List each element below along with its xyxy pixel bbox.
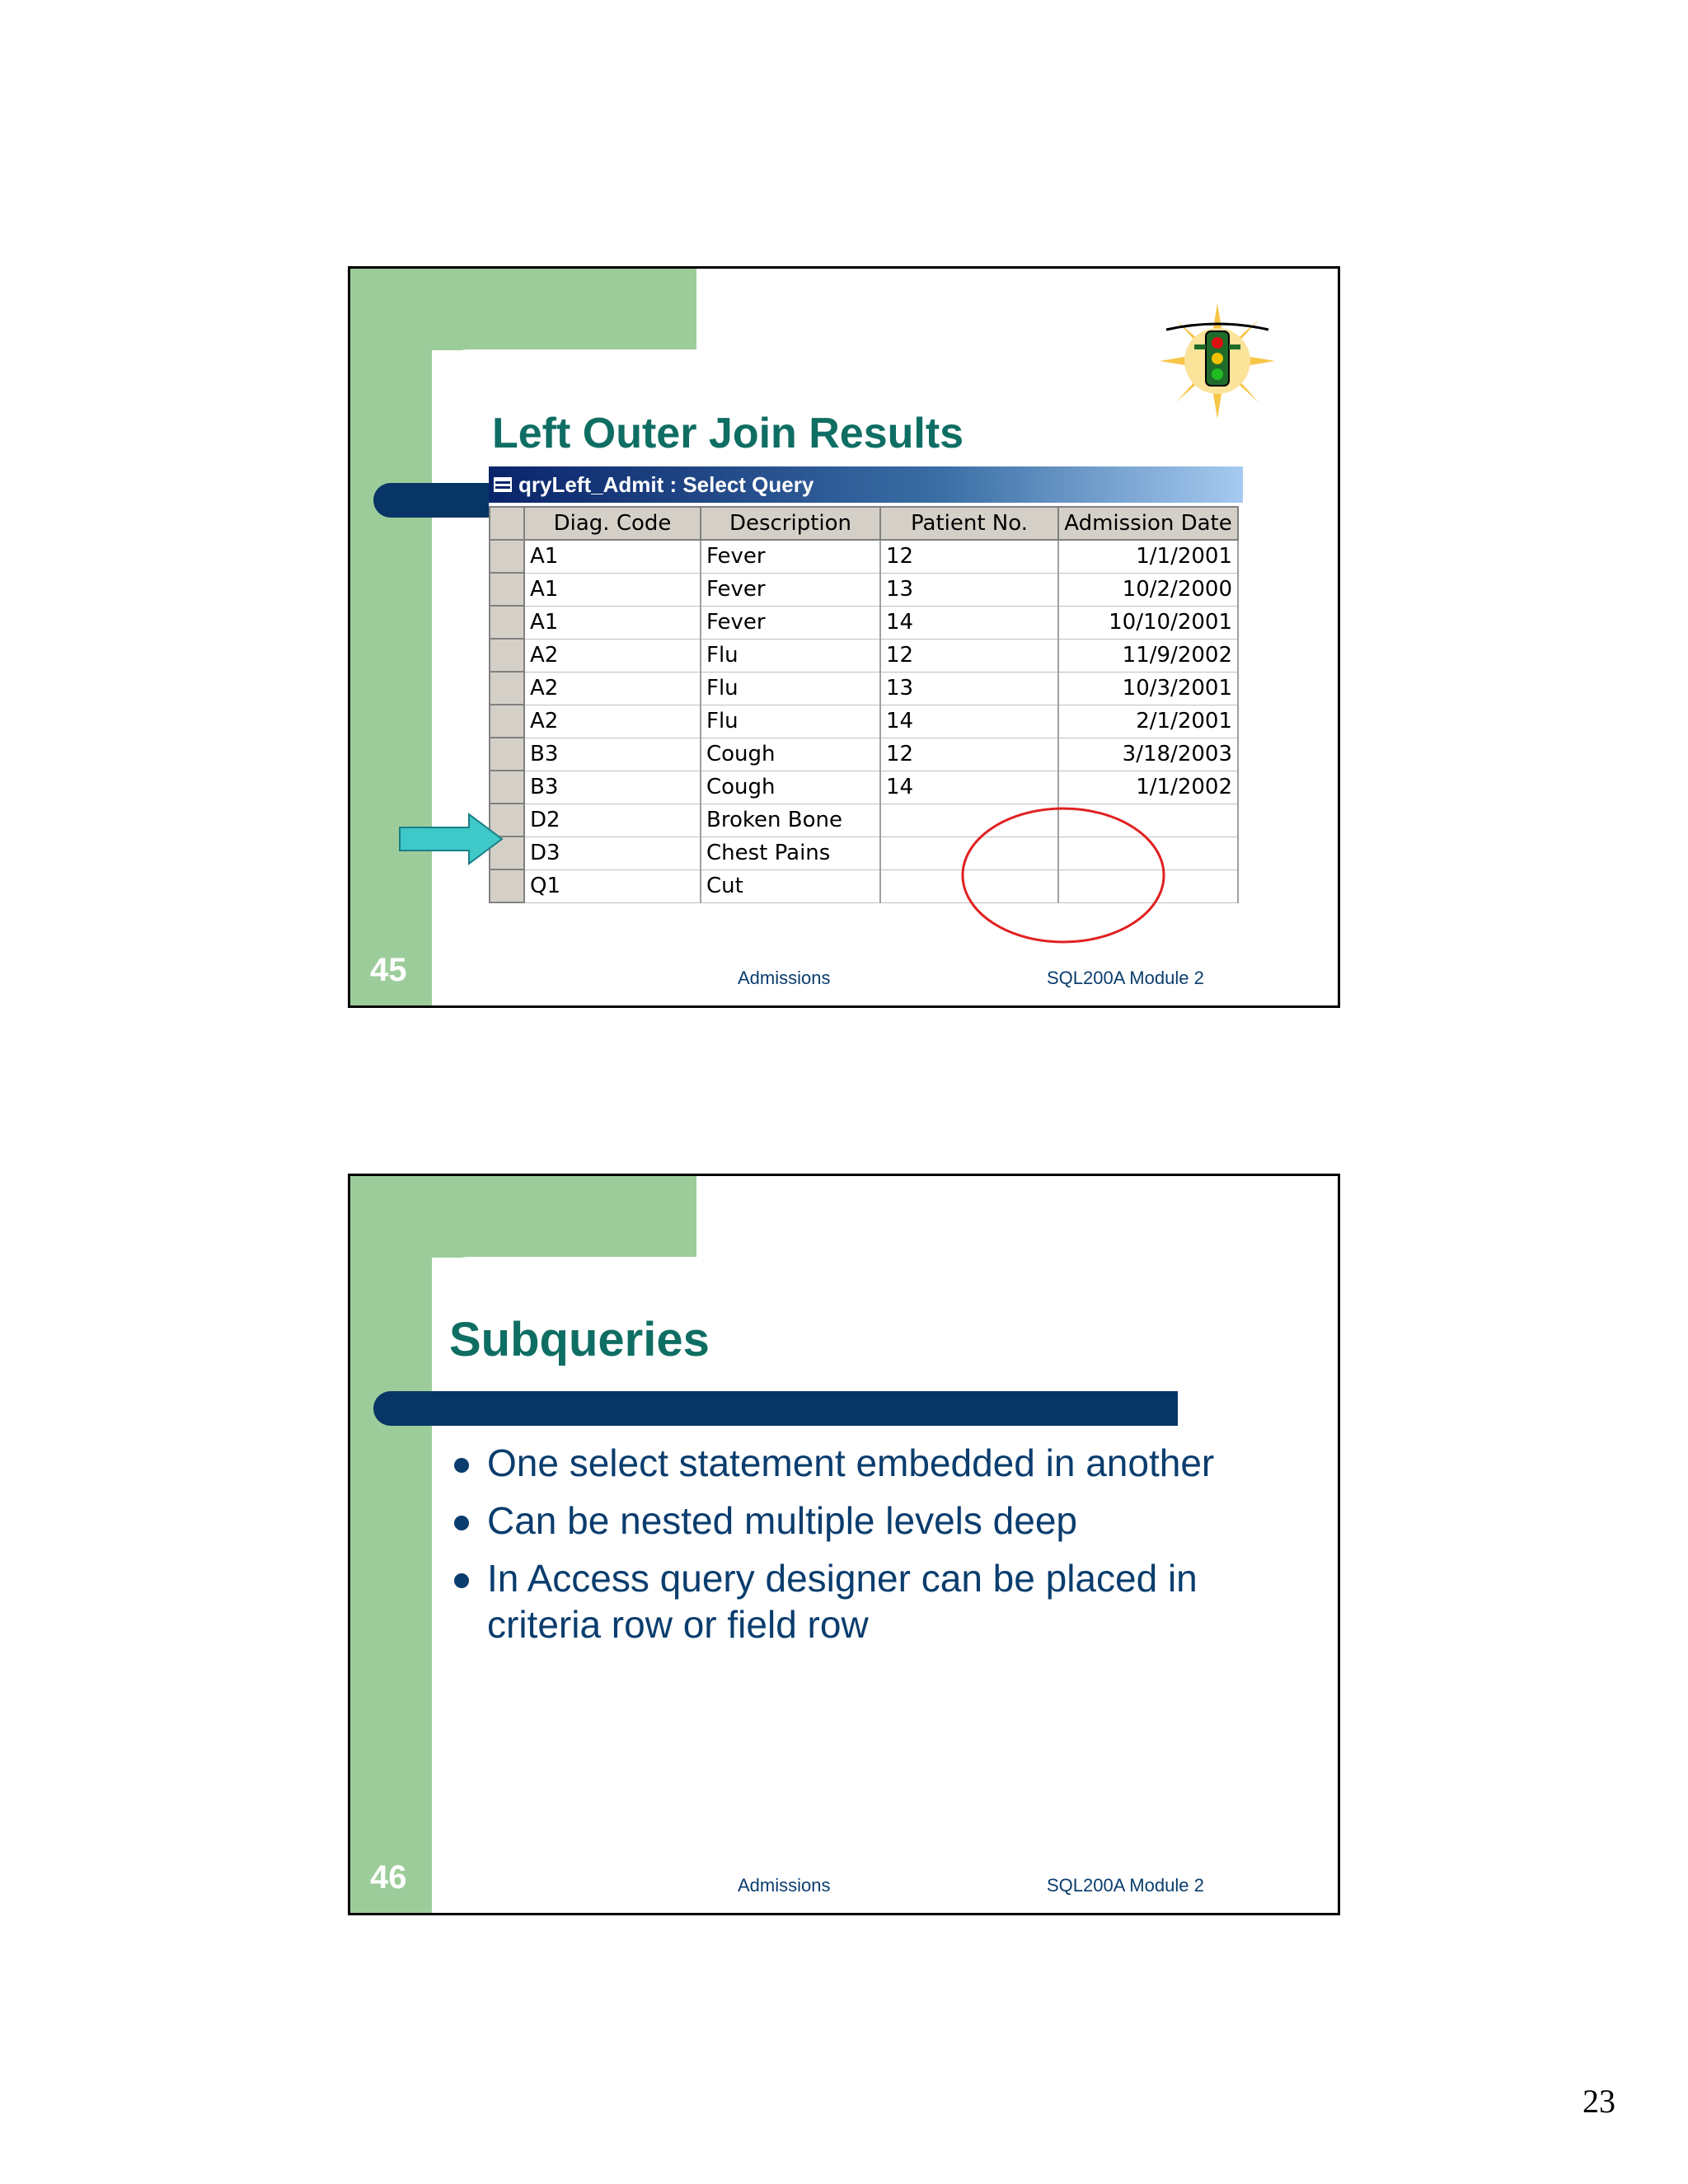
description-cell[interactable]: Broken Bone (701, 804, 880, 837)
admission-date-cell[interactable]: 10/3/2001 (1058, 672, 1238, 705)
table-row[interactable] (490, 606, 1238, 639)
highlight-circle (960, 806, 1166, 944)
description-cell[interactable]: Fever (701, 573, 880, 606)
description-cell[interactable]: Flu (701, 705, 880, 738)
table-row[interactable] (490, 573, 1238, 606)
row-selector[interactable] (490, 573, 524, 606)
diag-code-cell[interactable]: D2 (524, 804, 701, 837)
footer-right: SQL200A Module 2 (1047, 1875, 1204, 1896)
page-number: 23 (1582, 2083, 1615, 2120)
slide-number: 46 (370, 1859, 407, 1896)
admission-date-cell[interactable]: 10/10/2001 (1058, 606, 1238, 639)
slide-title: Left Outer Join Results (492, 410, 964, 457)
bullet-dot-icon (454, 1573, 469, 1588)
row-selector[interactable] (490, 738, 524, 771)
table-row[interactable] (490, 738, 1238, 771)
diag-code-cell[interactable]: Q1 (524, 869, 701, 902)
slide-46 (348, 1174, 1340, 1915)
patient-no-cell[interactable]: 12 (880, 639, 1058, 672)
diag-code-cell[interactable]: A1 (524, 540, 701, 573)
table-row[interactable] (490, 771, 1238, 804)
bullet-dot-icon (454, 1458, 469, 1473)
description-cell[interactable]: Cough (701, 738, 880, 771)
admission-date-cell[interactable]: 1/1/2002 (1058, 771, 1238, 804)
patient-no-cell[interactable]: 12 (880, 540, 1058, 573)
table-row[interactable] (490, 540, 1238, 573)
row-selector[interactable] (490, 606, 524, 639)
title-underline-bar (373, 483, 497, 518)
diag-code-cell[interactable]: B3 (524, 738, 701, 771)
patient-no-cell[interactable]: 12 (880, 738, 1058, 771)
diag-code-cell[interactable]: A1 (524, 573, 701, 606)
bullet-item: One select statement embedded in another (449, 1440, 1229, 1486)
diag-code-cell[interactable]: D3 (524, 837, 701, 869)
table-row[interactable] (490, 672, 1238, 705)
row-selector[interactable] (490, 705, 524, 738)
green-side-bar (350, 1176, 432, 1913)
diag-code-cell[interactable]: A2 (524, 639, 701, 672)
select-all-cell[interactable] (490, 507, 524, 540)
description-cell[interactable]: Flu (701, 672, 880, 705)
description-cell[interactable]: Cough (701, 771, 880, 804)
row-selector[interactable] (490, 771, 524, 804)
column-header-description[interactable]: Description (701, 507, 880, 540)
admission-date-cell[interactable]: 1/1/2001 (1058, 540, 1238, 573)
row-selector[interactable] (490, 672, 524, 705)
column-header-diag-code[interactable]: Diag. Code (524, 507, 701, 540)
traffic-light-icon (1158, 302, 1277, 420)
green-side-bar (350, 269, 432, 1005)
patient-no-cell[interactable]: 13 (880, 573, 1058, 606)
row-selector[interactable] (490, 869, 524, 902)
description-cell[interactable]: Fever (701, 540, 880, 573)
row-selector[interactable] (490, 540, 524, 573)
slide-45 (348, 266, 1340, 1008)
admission-date-cell[interactable]: 2/1/2001 (1058, 705, 1238, 738)
bullet-item: In Access query designer can be placed in criteria row or field row (449, 1555, 1229, 1647)
table-row[interactable] (490, 639, 1238, 672)
admission-date-cell[interactable]: 11/9/2002 (1058, 639, 1238, 672)
datasheet-icon (494, 477, 512, 492)
row-selector[interactable] (490, 639, 524, 672)
column-header-admission-date[interactable]: Admission Date (1058, 507, 1238, 540)
bullet-dot-icon (454, 1516, 469, 1530)
admission-date-cell[interactable]: 10/2/2000 (1058, 573, 1238, 606)
table-row[interactable] (490, 705, 1238, 738)
window-title: qryLeft_Admit : Select Query (518, 472, 814, 497)
patient-no-cell[interactable]: 14 (880, 771, 1058, 804)
footer-left: Admissions (738, 1875, 831, 1896)
pointer-arrow-icon (398, 813, 504, 865)
window-titlebar (489, 466, 1243, 503)
slide-title: Subqueries (449, 1313, 710, 1366)
description-cell[interactable]: Cut (701, 869, 880, 902)
admission-date-cell[interactable]: 3/18/2003 (1058, 738, 1238, 771)
slide-number: 45 (370, 952, 407, 988)
bullet-item: Can be nested multiple levels deep (449, 1497, 1229, 1544)
patient-no-cell[interactable]: 13 (880, 672, 1058, 705)
diag-code-cell[interactable]: A1 (524, 606, 701, 639)
description-cell[interactable]: Chest Pains (701, 837, 880, 869)
diag-code-cell[interactable]: B3 (524, 771, 701, 804)
patient-no-cell[interactable]: 14 (880, 606, 1058, 639)
diag-code-cell[interactable]: A2 (524, 705, 701, 738)
footer-left: Admissions (738, 968, 831, 988)
footer-right: SQL200A Module 2 (1047, 968, 1204, 988)
description-cell[interactable]: Fever (701, 606, 880, 639)
description-cell[interactable]: Flu (701, 639, 880, 672)
title-underline-bar (373, 1391, 1178, 1426)
bullet-list (449, 1440, 1229, 1659)
patient-no-cell[interactable]: 14 (880, 705, 1058, 738)
diag-code-cell[interactable]: A2 (524, 672, 701, 705)
column-header-patient-no[interactable]: Patient No. (880, 507, 1058, 540)
